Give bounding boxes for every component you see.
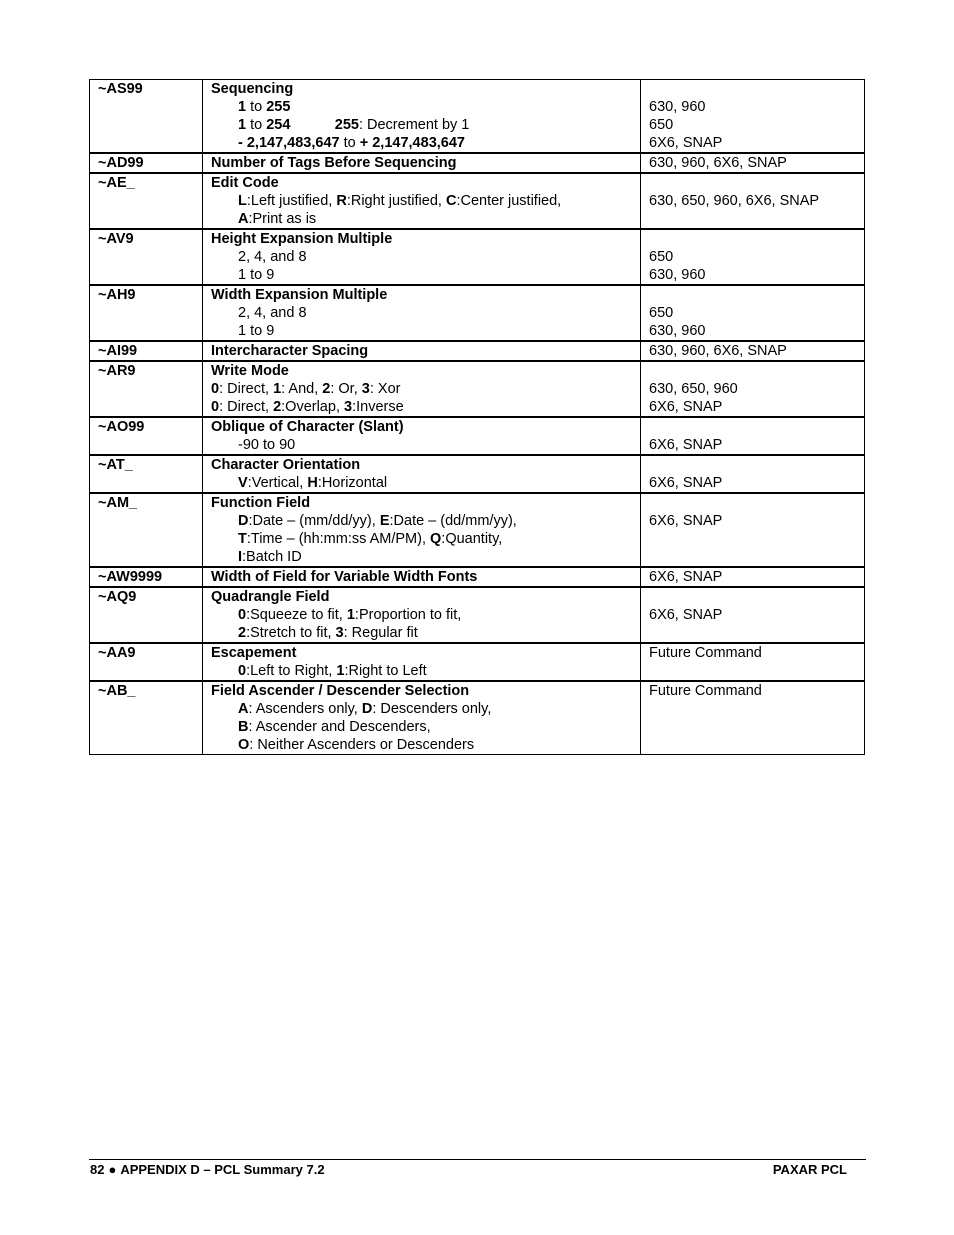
description-line	[211, 192, 640, 210]
printer-model-line	[649, 588, 864, 606]
description-text: D	[238, 513, 249, 529]
description-text: to	[339, 135, 360, 151]
command-cell: ~AE_	[90, 173, 203, 229]
table-row	[90, 455, 865, 493]
description-text: - 2,147,483,647	[238, 135, 340, 151]
table-row	[90, 493, 865, 567]
description-text: :Right justified,	[346, 193, 446, 209]
description-cell	[203, 173, 641, 229]
description-text: 1 to 9	[238, 323, 275, 339]
printer-cell	[641, 153, 865, 173]
description-text: T	[238, 531, 247, 547]
description-text: R	[336, 193, 347, 209]
description-text: :Inverse	[352, 399, 404, 415]
description-text: to	[246, 117, 267, 133]
description-line	[211, 230, 640, 248]
description-text: Write Mode	[211, 363, 289, 379]
printer-model-line	[649, 80, 864, 98]
command-cell: ~AR9	[90, 361, 203, 417]
printer-model-line: 6X6, SNAP	[649, 569, 723, 585]
description-text: B	[238, 719, 249, 735]
footer-product: PAXAR PCL	[772, 1162, 847, 1177]
description-line	[211, 304, 640, 322]
description-line	[211, 624, 640, 642]
description-line	[211, 266, 640, 284]
description-text: 0	[211, 381, 220, 397]
description-text	[290, 117, 334, 133]
description-text: : Or,	[330, 381, 362, 397]
description-cell	[203, 80, 641, 154]
description-cell	[203, 681, 641, 755]
description-cell	[203, 587, 641, 643]
description-cell	[203, 417, 641, 455]
printer-model-line: 650	[649, 249, 674, 265]
description-text: Escapement	[211, 645, 297, 661]
description-text: : Regular fit	[343, 625, 418, 641]
description-text: V	[238, 475, 248, 491]
description-text: 2	[273, 399, 282, 415]
description-line	[211, 380, 640, 398]
description-text: Edit Code	[211, 175, 279, 191]
description-text: 255	[334, 117, 359, 133]
printer-cell	[641, 80, 865, 154]
description-line	[211, 210, 640, 228]
description-text: C	[445, 193, 457, 209]
description-text: 3	[344, 399, 353, 415]
description-line	[211, 530, 640, 548]
printer-cell	[641, 681, 865, 755]
printer-cell	[641, 567, 865, 587]
printer-model-line: 6X6, SNAP	[649, 513, 723, 529]
description-line	[211, 644, 640, 662]
page-number: 82	[90, 1162, 105, 1177]
description-text: A	[238, 211, 249, 227]
description-text: :Center justified,	[456, 193, 562, 209]
printer-model-line	[649, 230, 864, 248]
description-text: + 2,147,483,647	[359, 135, 465, 151]
description-cell	[203, 285, 641, 341]
description-text: Quadrangle Field	[211, 589, 330, 605]
printer-model-line: 6X6, SNAP	[649, 399, 723, 415]
printer-cell	[641, 341, 865, 361]
printer-model-line	[649, 362, 864, 380]
printer-model-line: 630, 960	[649, 99, 706, 115]
printer-cell	[641, 285, 865, 341]
command-cell: ~AQ9	[90, 587, 203, 643]
description-text: : Xor	[369, 381, 401, 397]
printer-model-line	[649, 286, 864, 304]
table-row	[90, 285, 865, 341]
description-text: : Direct,	[219, 381, 274, 397]
bullet-separator: ●	[108, 1162, 117, 1177]
printer-model-line: 6X6, SNAP	[649, 135, 723, 151]
printer-model-line: 6X6, SNAP	[649, 607, 723, 623]
description-text: :Date – (mm/dd/yy),	[248, 513, 380, 529]
printer-model-line: 630, 960	[649, 323, 706, 339]
table-row	[90, 229, 865, 285]
printer-model-line	[649, 456, 864, 474]
description-text: Width Expansion Multiple	[211, 287, 388, 303]
description-text: :Right to Left	[344, 663, 427, 679]
printer-cell	[641, 587, 865, 643]
command-table	[89, 79, 865, 755]
printer-model-line: Future Command	[649, 683, 762, 699]
description-text: :Stretch to fit,	[246, 625, 336, 641]
description-line	[211, 154, 640, 172]
command-cell: ~AB_	[90, 681, 203, 755]
description-text: Q	[430, 531, 442, 547]
table-row	[90, 567, 865, 587]
printer-model-line: 650	[649, 117, 674, 133]
description-line	[211, 736, 640, 754]
description-text: Function Field	[211, 495, 311, 511]
description-text: 1	[336, 663, 345, 679]
description-text: :Print as is	[248, 211, 317, 227]
description-line	[211, 700, 640, 718]
description-line	[211, 494, 640, 512]
footer-rule	[89, 1159, 866, 1160]
printer-model-line: 630, 650, 960	[649, 381, 738, 397]
description-text: 255	[266, 99, 291, 115]
command-cell: ~AD99	[90, 153, 203, 173]
printer-model-line: Future Command	[649, 645, 762, 661]
printer-model-line	[649, 174, 864, 192]
printer-cell	[641, 361, 865, 417]
command-table-body	[90, 80, 865, 755]
printer-model-line	[649, 494, 864, 512]
printer-model-line: 630, 960	[649, 267, 706, 283]
command-cell: ~AA9	[90, 643, 203, 681]
description-text: L	[238, 193, 247, 209]
printer-model-line: 6X6, SNAP	[649, 475, 723, 491]
description-text: 0	[211, 399, 220, 415]
description-text: :Left justified,	[246, 193, 337, 209]
printer-cell	[641, 455, 865, 493]
description-text: :Batch ID	[242, 549, 302, 565]
description-cell	[203, 153, 641, 173]
command-cell: ~AO99	[90, 417, 203, 455]
table-row	[90, 80, 865, 154]
command-cell: ~AV9	[90, 229, 203, 285]
description-text: 0	[238, 607, 247, 623]
description-text: Width of Field for Variable Width Fonts	[211, 569, 478, 585]
table-row	[90, 173, 865, 229]
description-text: :Horizontal	[317, 475, 388, 491]
description-text: Oblique of Character (Slant)	[211, 419, 404, 435]
description-cell	[203, 567, 641, 587]
description-text: :Left to Right,	[246, 663, 337, 679]
description-text: : Descenders only,	[372, 701, 492, 717]
footer-left	[90, 1162, 325, 1177]
section-title: APPENDIX D – PCL Summary 7.2	[120, 1162, 325, 1177]
description-line	[211, 98, 640, 116]
printer-cell	[641, 229, 865, 285]
description-line	[211, 342, 640, 360]
description-text: : Ascender and Descenders,	[248, 719, 431, 735]
description-text: -90 to 90	[238, 437, 296, 453]
description-text: : Direct,	[219, 399, 274, 415]
description-text: :Proportion to fit,	[354, 607, 462, 623]
description-text: :Squeeze to fit,	[246, 607, 347, 623]
description-text: :Overlap,	[281, 399, 344, 415]
description-cell	[203, 643, 641, 681]
description-cell	[203, 455, 641, 493]
description-cell	[203, 229, 641, 285]
description-cell	[203, 493, 641, 567]
description-line	[211, 398, 640, 416]
description-text: H	[307, 475, 318, 491]
description-text: 2	[238, 625, 247, 641]
table-row	[90, 341, 865, 361]
description-text: to	[246, 99, 267, 115]
printer-cell	[641, 173, 865, 229]
table-row	[90, 417, 865, 455]
description-text: 3	[335, 625, 344, 641]
description-text: D	[361, 701, 373, 717]
command-cell: ~AH9	[90, 285, 203, 341]
description-line	[211, 474, 640, 492]
description-text: O	[238, 737, 250, 753]
printer-model-line: 630, 960, 6X6, SNAP	[649, 343, 787, 359]
description-line	[211, 362, 640, 380]
description-text: :Quantity,	[441, 531, 503, 547]
description-text: : And,	[281, 381, 323, 397]
description-line	[211, 682, 640, 700]
description-text: :Time – (hh:mm:ss AM/PM),	[246, 531, 431, 547]
printer-model-line	[649, 418, 864, 436]
description-text: 1 to 9	[238, 267, 275, 283]
printer-cell	[641, 417, 865, 455]
description-text: 1	[238, 117, 247, 133]
command-cell: ~AT_	[90, 455, 203, 493]
description-text: : Ascenders only,	[248, 701, 362, 717]
command-cell: ~AI99	[90, 341, 203, 361]
description-line	[211, 568, 640, 586]
table-row	[90, 681, 865, 755]
description-text: 1	[346, 607, 355, 623]
description-line	[211, 718, 640, 736]
description-line	[211, 248, 640, 266]
description-line	[211, 286, 640, 304]
description-text: 2	[322, 381, 331, 397]
description-text: 1	[273, 381, 282, 397]
description-text: Character Orientation	[211, 457, 361, 473]
description-line	[211, 512, 640, 530]
description-line	[211, 322, 640, 340]
description-text: E	[379, 513, 390, 529]
description-text: I	[238, 549, 243, 565]
description-text: A	[238, 701, 249, 717]
description-text: Sequencing	[211, 81, 294, 97]
description-line	[211, 548, 640, 566]
description-text: :Vertical,	[247, 475, 308, 491]
description-line	[211, 456, 640, 474]
description-text: :Date – (dd/mm/yy),	[389, 513, 517, 529]
command-cell: ~AS99	[90, 80, 203, 154]
description-text: 3	[361, 381, 370, 397]
description-text: 1	[238, 99, 247, 115]
description-text: : Decrement by 1	[358, 117, 470, 133]
description-text: Intercharacter Spacing	[211, 343, 369, 359]
description-text: 0	[238, 663, 247, 679]
description-line	[211, 662, 640, 680]
description-line	[211, 606, 640, 624]
printer-model-line: 650	[649, 305, 674, 321]
printer-model-line: 6X6, SNAP	[649, 437, 723, 453]
description-line	[211, 174, 640, 192]
printer-model-line: 630, 650, 960, 6X6, SNAP	[649, 193, 820, 209]
description-text: : Neither Ascenders or Descenders	[249, 737, 475, 753]
table-row	[90, 587, 865, 643]
description-text: Number of Tags Before Sequencing	[211, 155, 457, 171]
command-cell: ~AW9999	[90, 567, 203, 587]
printer-model-line: 630, 960, 6X6, SNAP	[649, 155, 787, 171]
table-row	[90, 361, 865, 417]
description-line	[211, 80, 640, 98]
description-text: 254	[266, 117, 291, 133]
description-text: 2, 4, and 8	[238, 249, 307, 265]
description-line	[211, 436, 640, 454]
description-cell	[203, 361, 641, 417]
description-text: 2, 4, and 8	[238, 305, 307, 321]
printer-cell	[641, 643, 865, 681]
table-row	[90, 153, 865, 173]
description-text: Field Ascender / Descender Selection	[211, 683, 470, 699]
description-text: Height Expansion Multiple	[211, 231, 393, 247]
table-row	[90, 643, 865, 681]
description-line	[211, 134, 640, 152]
description-line	[211, 418, 640, 436]
description-line	[211, 588, 640, 606]
description-cell	[203, 341, 641, 361]
printer-cell	[641, 493, 865, 567]
command-cell: ~AM_	[90, 493, 203, 567]
description-line	[211, 116, 640, 134]
